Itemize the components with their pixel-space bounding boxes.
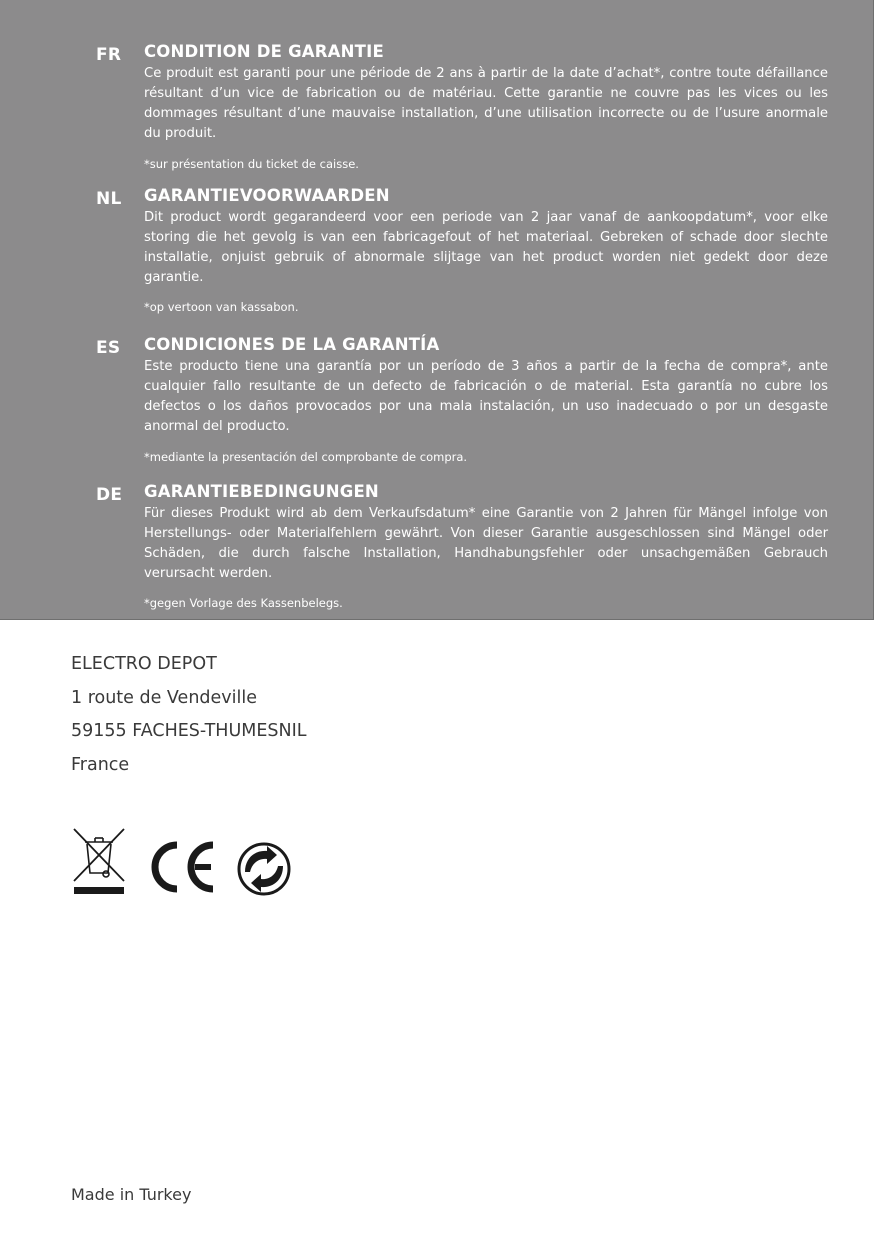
section-title-es: CONDICIONES DE LA GARANTÍA — [144, 335, 440, 354]
green-dot-recycling-icon — [237, 842, 291, 896]
section-note-fr: *sur présentation du ticket de caisse. — [144, 157, 359, 171]
section-title-fr: CONDITION DE GARANTIE — [144, 42, 384, 61]
section-body-nl: Dit product wordt gegarandeerd voor een periode van 2 jaar vanaf de aankoopdatum*, voor elke storing die het gevolg is van een fabricagefout of het materiaal. Gebreken of schade door slechte installatie, onjuist gebruik of abnormale slijtage van het product worden niet gedekt door deze garantie. — [144, 210, 828, 285]
ce-mark-icon — [147, 840, 219, 894]
language-code-de: DE — [96, 485, 123, 505]
section-body-de: Für dieses Produkt wird ab dem Verkaufsdatum* eine Garantie von 2 Jahren für Mängel infolge von Herstellungs- oder Materialfehlern gewährt. Von dieser Garantie ausgeschlossen sind Mängel oder Schäden, die durch falsche Installation, Handhabungsfehler oder unsachgemäßen Gebrauch verursacht werden. — [144, 506, 828, 581]
crossed-out-wheelie-bin-icon — [71, 826, 127, 896]
section-note-nl: *op vertoon van kassabon. — [144, 300, 299, 314]
postal-city: 59155 FACHES-THUMESNIL — [71, 721, 307, 741]
language-code-nl: NL — [96, 189, 122, 209]
manufacturer-address — [71, 652, 307, 786]
country: France — [71, 754, 130, 775]
language-code-es: ES — [96, 338, 121, 358]
company-name: ELECTRO DEPOT — [71, 654, 217, 674]
language-code-fr: FR — [96, 45, 122, 65]
country-of-origin: Made in Turkey — [71, 1185, 192, 1204]
warranty-panel — [0, 0, 874, 620]
section-note-de: *gegen Vorlage des Kassenbelegs. — [144, 596, 343, 610]
section-body-fr: Ce produit est garanti pour une période de 2 ans à partir de la date d’achat*, contre toute défaillance résultant d’un vice de fabrication ou de matériau. Cette garantie ne couvre pas les vices ou les dommages résultant d’une mauvaise installation, d’une utilisation incorrecte ou de l’usure anormale du produit. — [144, 66, 828, 141]
section-body-es: Este producto tiene una garantía por un período de 3 años a partir de la fecha de compra*, ante cualquier fallo resultante de un defecto de fabricación o de material. Esta garantía no cubre los defectos o los daños provocados por una mala instalación, un uso inadecuado o por un desgaste anormal del producto. — [144, 359, 828, 434]
section-title-nl: GARANTIEVOORWAARDEN — [144, 186, 390, 205]
section-note-es: *mediante la presentación del comprobante de compra. — [144, 450, 468, 464]
street-address: 1 route de Vendeville — [71, 687, 257, 708]
section-title-de: GARANTIEBEDINGUNGEN — [144, 482, 379, 501]
